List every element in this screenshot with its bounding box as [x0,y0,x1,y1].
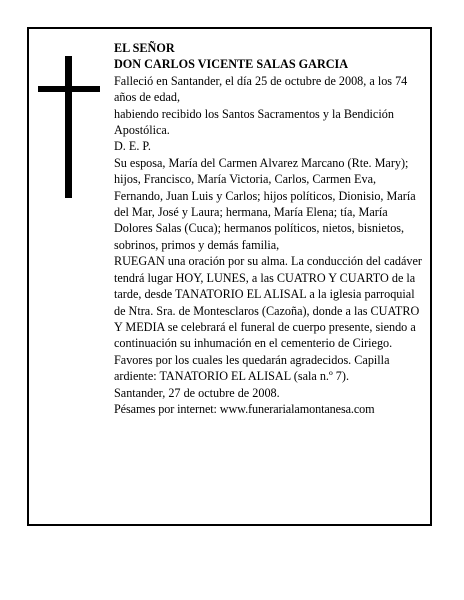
family-paragraph: Su esposa, María del Carmen Alvarez Marcano (Rte. Mary); hijos, Francisco, María Victoria, Carlos, Carmen Eva, Fernando, Juan Luis y Carlos; hijos políticos, Dionisio, María del Mar, José y Laura; hermana, María Elena; tía, María Dolores Salas (Cuca); hermanos políticos, nietos, bisnietos, sobrinos, primos y demás familia, [114,155,416,252]
sacraments-statement: habiendo recibido los Santos Sacramentos y la Bendición Apostólica. [114,106,394,138]
date-line: Santander, 27 de octubre de 2008. [114,385,280,400]
funeral-request-paragraph: RUEGAN una oración por su alma. La conducción del cadáver tendrá lugar HOY, LUNES, a las CUATRO Y CUARTO de la tarde, desde TANATORIO EL ALISAL a la iglesia parroquial de Ntra. Sra. de Montesclaros (Cazoña), donde a las CUATRO Y MEDIA se celebrará el funeral de cuerpo presente, siendo a continuación su inhumación en el cementerio de Ciriego. Favores por los cuales les quedarán agradecidos. Capilla ardiente: TANATORIO EL ALISAL (sala n.º 7). [114,254,422,384]
cross-vertical-bar [65,56,72,198]
deceased-name: DON CARLOS VICENTE SALAS GARCIA [114,57,349,72]
obituary-text [114,40,422,417]
deceased-title: EL SEÑOR [114,41,175,55]
dep-line: D. E. P. [114,139,151,154]
condolences-line: Pésames por internet: www.funerarialamontanesa.com [114,401,375,416]
cross-horizontal-bar [38,86,100,92]
death-statement: Falleció en Santander, el día 25 de octubre de 2008, a los 74 años de edad, [114,73,408,105]
